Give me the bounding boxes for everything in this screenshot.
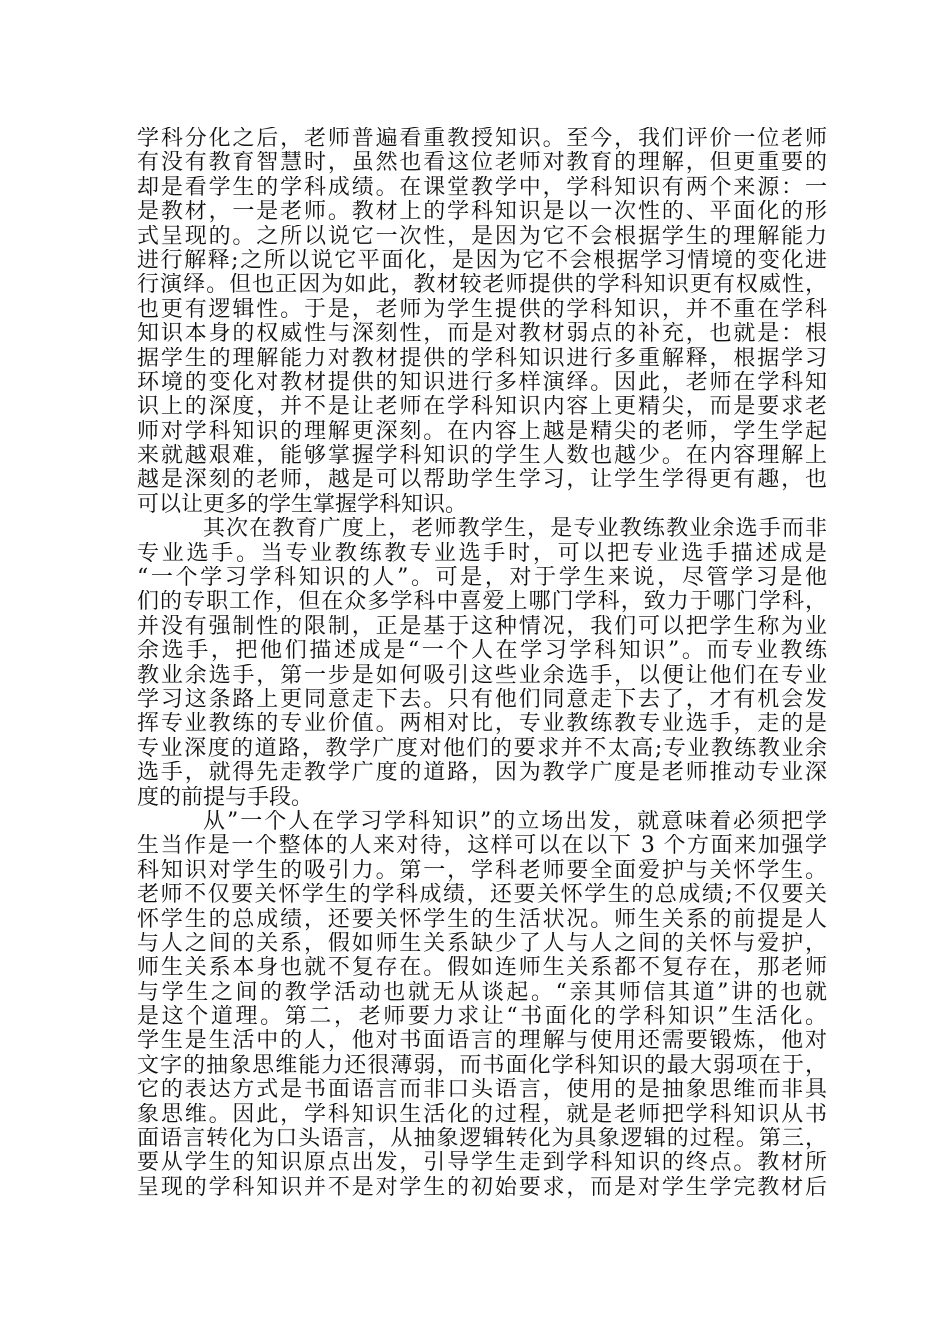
text-line: 却是看学生的学科成绩。在课堂教学中，学科知识有两个来源：一 [137,175,827,200]
text-line: 科知识对学生的吸引力。第一，学科老师要全面爱护与关怀学生。 [137,858,827,883]
text-line: 从”一个人在学习学科知识”的立场出发，就意味着必须把学 [203,809,827,834]
text-line: 式呈现的。之所以说它一次性，是因为它不会根据学生的理解能力 [137,224,827,249]
text-line: 学习这条路上更同意走下去。只有他们同意走下去了，才有机会发 [137,687,827,712]
text-line: “一个学习学科知识的人”。可是，对于学生来说，尽管学习是他 [137,566,827,591]
text-line: 其次在教育广度上，老师教学生，是专业教练教业余选手而非 [203,517,827,542]
text-line: 生当作是一个整体的人来对待，这样可以在以下 3 个方面来加强学 [137,834,827,859]
text-line: 师对学科知识的理解更深刻。在内容上越是精尖的老师，学生学起 [137,419,827,444]
paragraph [137,127,827,517]
paragraph [137,810,827,1200]
text-line: 越是深刻的老师，越是可以帮助学生学习，让学生学得更有趣，也 [137,468,827,493]
text-line: 行演绎。但也正因为如此，教材较老师提供的学科知识更有权威性， [137,273,827,298]
text-line: 可以让更多的学生掌握学科知识。 [137,492,468,517]
text-line: 学生是生活中的人，他对书面语言的理解与使用还需要锻炼，他对 [137,1029,827,1054]
text-line: 也更有逻辑性。于是，老师为学生提供的学科知识，并不重在学科 [137,297,827,322]
text-line: 专业深度的道路，教学广度对他们的要求并不太高;专业教练教业余 [137,736,827,761]
text-line: 有没有教育智慧时，虽然也看这位老师对教育的理解，但更重要的 [137,151,827,176]
text-line: 专业选手。当专业教练教专业选手时，可以把专业选手描述成是 [137,541,827,566]
text-line: 怀学生的总成绩，还要关怀学生的生活状况。师生关系的前提是人 [137,907,827,932]
text-line: 与学生之间的教学活动也就无从谈起。“亲其师信其道”讲的也就 [137,980,827,1005]
text-line: 要从学生的知识原点出发，引导学生走到学科知识的终点。教材所 [137,1151,827,1176]
text-line: 师生关系本身也就不复存在。假如连师生关系都不复存在，那老师 [137,956,827,981]
text-line: 老师不仅要关怀学生的学科成绩，还要关怀学生的总成绩;不仅要关 [137,883,827,908]
text-line: 是这个道理。第二，老师要力求让“书面化的学科知识”生活化。 [137,1005,827,1030]
text-line: 挥专业教练的专业价值。两相对比，专业教练教专业选手，走的是 [137,712,827,737]
text-line: 文字的抽象思维能力还很薄弱，而书面化学科知识的最大弱项在于， [137,1053,827,1078]
text-line: 度的前提与手段。 [137,785,314,810]
text-line: 呈现的学科知识并不是对学生的初始要求，而是对学生学完教材后 [137,1175,827,1200]
text-line: 们的专职工作，但在众多学科中喜爱上哪门学科，致力于哪门学科， [137,590,827,615]
text-line: 教业余选手，第一步是如何吸引这些业余选手，以便让他们在专业 [137,663,827,688]
text-line: 面语言转化为口头语言，从抽象逻辑转化为具象逻辑的过程。第三， [137,1127,827,1152]
text-line: 知识本身的权威性与深刻性，而是对教材弱点的补充，也就是：根 [137,322,827,347]
text-line: 学科分化之后，老师普遍看重教授知识。至今，我们评价一位老师 [137,127,827,151]
text-line: 余选手，把他们描述成是“一个人在学习学科知识”。而专业教练 [137,639,827,664]
text-line: 据学生的理解能力对教材提供的学科知识进行多重解释，根据学习 [137,346,827,371]
text-line: 与人之间的关系，假如师生关系缺少了人与人之间的关怀与爱护， [137,931,827,956]
text-line: 进行解释;之所以说它平面化，是因为它不会根据学习情境的变化进 [137,248,827,273]
text-line: 来就越艰难，能够掌握学科知识的学生人数也越少。在内容理解上 [137,444,827,469]
text-line: 选手，就得先走教学广度的道路，因为教学广度是老师推动专业深 [137,761,827,786]
document-body [137,127,827,1200]
text-line: 并没有强制性的限制，正是基于这种情况，我们可以把学生称为业 [137,614,827,639]
text-line: 它的表达方式是书面语言而非口头语言，使用的是抽象思维而非具 [137,1078,827,1103]
paragraph [137,517,827,810]
text-line: 象思维。因此，学科知识生活化的过程，就是老师把学科知识从书 [137,1102,827,1127]
text-line: 是教材，一是老师。教材上的学科知识是以一次性的、平面化的形 [137,200,827,225]
text-line: 环境的变化对教材提供的知识进行多样演绎。因此，老师在学科知 [137,370,827,395]
text-line: 识上的深度，并不是让老师在学科知识内容上更精尖，而是要求老 [137,395,827,420]
